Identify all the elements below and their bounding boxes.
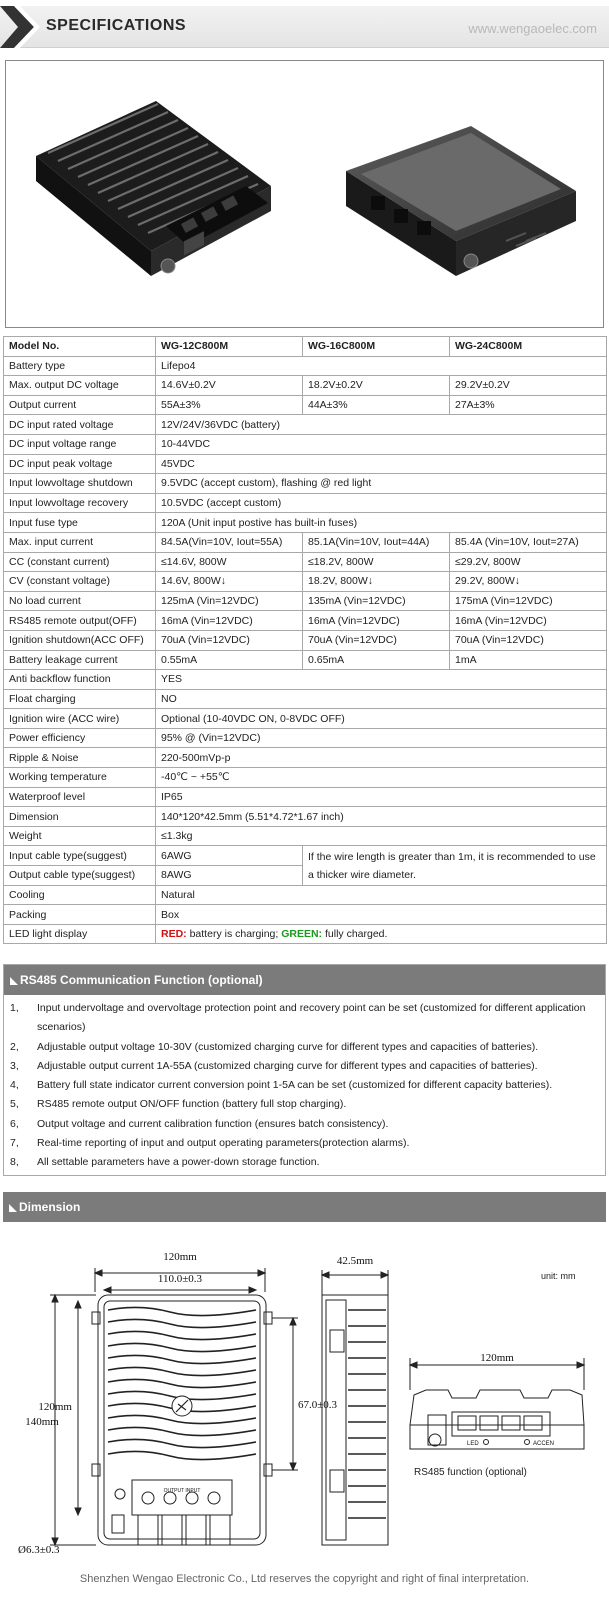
row-value: Natural bbox=[156, 885, 607, 905]
table-row bbox=[4, 415, 607, 435]
charger-finned-view bbox=[36, 101, 271, 276]
row-label: Ignition shutdown(ACC OFF) bbox=[4, 630, 156, 650]
red-label: RED: bbox=[161, 928, 187, 941]
row-value: 140*120*42.5mm (5.51*4.72*1.67 inch) bbox=[156, 807, 607, 827]
row-label: Working temperature bbox=[4, 768, 156, 788]
row-value: 27A±3% bbox=[450, 395, 607, 415]
table-row bbox=[4, 768, 607, 788]
row-label: Battery leakage current bbox=[4, 650, 156, 670]
table-header: WG-16C800M bbox=[303, 337, 450, 357]
row-value: 84.5A(Vin=10V, Iout=55A) bbox=[156, 532, 303, 552]
row-value: 10.5VDC (accept custom) bbox=[156, 493, 607, 513]
row-value: Optional (10-40VDC ON, 0-8VDC OFF) bbox=[156, 709, 607, 729]
list-item bbox=[10, 1038, 599, 1057]
row-value: 29.2V±0.2V bbox=[450, 376, 607, 396]
table-row bbox=[4, 591, 607, 611]
row-value: YES bbox=[156, 670, 607, 690]
row-label: Max. output DC voltage bbox=[4, 376, 156, 396]
table-row bbox=[4, 493, 607, 513]
product-photo bbox=[5, 60, 604, 328]
rs485-section bbox=[3, 964, 606, 1176]
row-value: -40℃ ~ +55℃ bbox=[156, 768, 607, 788]
row-label: Ripple & Noise bbox=[4, 748, 156, 768]
table-row bbox=[4, 395, 607, 415]
table-row bbox=[4, 709, 607, 729]
list-item-text: Adjustable output current 1A-55A (customized charging curve for different types and capacities of batteries). bbox=[37, 1059, 538, 1072]
table-header: WG-12C800M bbox=[156, 337, 303, 357]
width-total-label: 120mm bbox=[163, 1251, 197, 1263]
copyright-footer: Shenzhen Wengao Electronic Co., Ltd reserves the copyright and right of final interpretation. bbox=[79, 1573, 530, 1585]
width-inner-label: 110.0±0.3 bbox=[157, 1273, 203, 1285]
table-row bbox=[4, 670, 607, 690]
feature-list bbox=[4, 995, 605, 1175]
row-value: 85.4A (Vin=10V, Iout=27A) bbox=[450, 532, 607, 552]
side-width-label: 120mm bbox=[480, 1352, 514, 1364]
table-row bbox=[4, 728, 607, 748]
row-value: ≤18.2V, 800W bbox=[303, 552, 450, 572]
height-inner-label: 120mm bbox=[38, 1401, 72, 1413]
list-item-text: All settable parameters have a power-down storage function. bbox=[37, 1156, 320, 1169]
section-title: RS485 Communication Function (optional) bbox=[20, 973, 263, 987]
list-item-text: RS485 remote output ON/OFF function (battery full stop charging). bbox=[37, 1098, 347, 1111]
row-value: 8AWG bbox=[156, 866, 303, 886]
row-label: Waterproof level bbox=[4, 787, 156, 807]
row-value: Box bbox=[156, 905, 607, 925]
green-text: fully charged. bbox=[322, 928, 388, 941]
row-value bbox=[156, 924, 607, 944]
accen-label: ACCEN bbox=[533, 1441, 555, 1447]
row-label: Anti backflow function bbox=[4, 670, 156, 690]
table-header: WG-24C800M bbox=[450, 337, 607, 357]
table-row bbox=[4, 532, 607, 552]
table-row bbox=[4, 376, 607, 396]
section-header bbox=[4, 965, 605, 995]
cable-note: If the wire length is greater than 1m, it is recommended to use a thicker wire diameter. bbox=[303, 846, 607, 885]
table-header: Model No. bbox=[4, 337, 156, 357]
list-item-text: Adjustable output voltage 10-30V (customized charging curve for different types and capacities of batteries). bbox=[37, 1040, 539, 1053]
table-row bbox=[4, 689, 607, 709]
table-row bbox=[4, 748, 607, 768]
table-row bbox=[4, 454, 607, 474]
list-item bbox=[10, 999, 599, 1038]
row-value: 18.2V, 800W↓ bbox=[303, 572, 450, 592]
row-value: 18.2V±0.2V bbox=[303, 376, 450, 396]
top-view-drawing bbox=[50, 1268, 298, 1545]
row-value: 120A (Unit input postive has built-in fuses) bbox=[156, 513, 607, 533]
spec-table bbox=[3, 336, 607, 944]
row-value: 70uA (Vin=12VDC) bbox=[156, 630, 303, 650]
row-label: Ignition wire (ACC wire) bbox=[4, 709, 156, 729]
list-item-number: 3, bbox=[10, 1059, 19, 1072]
row-value: 55A±3% bbox=[156, 395, 303, 415]
row-value: 29.2V, 800W↓ bbox=[450, 572, 607, 592]
row-label: CV (constant voltage) bbox=[4, 572, 156, 592]
list-item-number: 8, bbox=[10, 1156, 19, 1169]
table-row bbox=[4, 434, 607, 454]
row-label: Packing bbox=[4, 905, 156, 925]
page-title: SPECIFICATIONS bbox=[46, 17, 187, 34]
chevron-right-icon bbox=[0, 6, 46, 48]
row-value: 16mA (Vin=12VDC) bbox=[303, 611, 450, 631]
row-value: 44A±3% bbox=[303, 395, 450, 415]
list-item-number: 4, bbox=[10, 1079, 19, 1092]
table-row bbox=[4, 356, 607, 376]
row-label: Float charging bbox=[4, 689, 156, 709]
table-row bbox=[4, 513, 607, 533]
row-value: 1mA bbox=[450, 650, 607, 670]
list-item-text: Output voltage and current calibration function (ensures batch consistency). bbox=[37, 1117, 389, 1130]
row-label: LED light display bbox=[4, 924, 156, 944]
row-label: Battery type bbox=[4, 356, 156, 376]
row-value: ≤14.6V, 800W bbox=[156, 552, 303, 572]
row-label: Power efficiency bbox=[4, 728, 156, 748]
list-item-number: 1, bbox=[10, 1002, 19, 1014]
row-value: 125mA (Vin=12VDC) bbox=[156, 591, 303, 611]
table-row bbox=[4, 630, 607, 650]
row-value: 85.1A(Vin=10V, Iout=44A) bbox=[303, 532, 450, 552]
corner-triangle-icon bbox=[9, 1204, 17, 1212]
row-label: Weight bbox=[4, 826, 156, 846]
list-item bbox=[10, 1153, 599, 1172]
table-row bbox=[4, 650, 607, 670]
table-row bbox=[4, 924, 607, 944]
list-item bbox=[10, 1057, 599, 1076]
row-value: NO bbox=[156, 689, 607, 709]
red-text: battery is charging; bbox=[186, 928, 282, 941]
row-value: 14.6V±0.2V bbox=[156, 376, 303, 396]
list-item-number: 6, bbox=[10, 1117, 19, 1130]
row-label: Output cable type(suggest) bbox=[4, 866, 156, 886]
table-row bbox=[4, 787, 607, 807]
list-item-number: 2, bbox=[10, 1040, 19, 1053]
dimension-section-header bbox=[3, 1192, 606, 1222]
row-label: Input lowvoltage shutdown bbox=[4, 474, 156, 494]
rs485-caption: RS485 function (optional) bbox=[414, 1467, 527, 1478]
row-label: Cooling bbox=[4, 885, 156, 905]
table-row bbox=[4, 846, 607, 866]
row-value: 135mA (Vin=12VDC) bbox=[303, 591, 450, 611]
table-row bbox=[4, 611, 607, 631]
list-item-text: Real-time reporting of input and output operating parameters(protection alarms). bbox=[37, 1137, 410, 1150]
row-value: 175mA (Vin=12VDC) bbox=[450, 591, 607, 611]
table-row bbox=[4, 572, 607, 592]
mount-spacing-label: 67.0±0.3 bbox=[298, 1399, 338, 1411]
charger-lid-view bbox=[346, 126, 576, 276]
page-header bbox=[0, 0, 609, 50]
row-value: 9.5VDC (accept custom), flashing @ red light bbox=[156, 474, 607, 494]
list-item-number: 5, bbox=[10, 1098, 19, 1111]
led-label: LED bbox=[467, 1441, 479, 1447]
row-label: Input lowvoltage recovery bbox=[4, 493, 156, 513]
green-label: GREEN: bbox=[281, 928, 323, 941]
row-label: Input fuse type bbox=[4, 513, 156, 533]
list-item-text: Battery full state indicator current conversion point 1-5A can be set (customized for different capacity batteries). bbox=[37, 1079, 553, 1092]
row-value: Lifepo4 bbox=[156, 356, 607, 376]
row-label: DC input rated voltage bbox=[4, 415, 156, 435]
row-value: 16mA (Vin=12VDC) bbox=[156, 611, 303, 631]
table-row bbox=[4, 552, 607, 572]
front-view-drawing bbox=[410, 1358, 584, 1449]
row-label: Max. input current bbox=[4, 532, 156, 552]
row-value: 70uA (Vin=12VDC) bbox=[450, 630, 607, 650]
row-value: IP65 bbox=[156, 787, 607, 807]
height-total-label: 140mm bbox=[25, 1416, 59, 1428]
row-value: 10-44VDC bbox=[156, 434, 607, 454]
row-value: 0.55mA bbox=[156, 650, 303, 670]
section-title: Dimension bbox=[19, 1200, 81, 1214]
row-value: 220-500mVp-p bbox=[156, 748, 607, 768]
row-label: RS485 remote output(OFF) bbox=[4, 611, 156, 631]
row-value: ≤29.2V, 800W bbox=[450, 552, 607, 572]
row-value: ≤1.3kg bbox=[156, 826, 607, 846]
list-item bbox=[10, 1115, 599, 1134]
depth-label: 42.5mm bbox=[336, 1255, 374, 1267]
list-item-text: Input undervoltage and overvoltage protection point and recovery point can be set (customized for different application scenarios) bbox=[37, 1002, 586, 1034]
row-value: 6AWG bbox=[156, 846, 303, 866]
corner-triangle-icon bbox=[10, 977, 18, 985]
list-item bbox=[10, 1095, 599, 1114]
row-value: 16mA (Vin=12VDC) bbox=[450, 611, 607, 631]
row-value: 45VDC bbox=[156, 454, 607, 474]
row-label: Dimension bbox=[4, 807, 156, 827]
row-label: Output current bbox=[4, 395, 156, 415]
table-row bbox=[4, 807, 607, 827]
row-value: 0.65mA bbox=[303, 650, 450, 670]
website-url[interactable]: www.wengaoelec.com bbox=[468, 21, 597, 36]
output-input-label: OUTPUT INPUT bbox=[163, 1488, 201, 1494]
row-value: 70uA (Vin=12VDC) bbox=[303, 630, 450, 650]
table-row bbox=[4, 905, 607, 925]
table-header-row bbox=[4, 337, 607, 357]
table-row bbox=[4, 885, 607, 905]
list-item bbox=[10, 1134, 599, 1153]
hole-diameter-label: Ø6.3±0.3 bbox=[18, 1544, 60, 1556]
list-item bbox=[10, 1076, 599, 1095]
row-label: DC input voltage range bbox=[4, 434, 156, 454]
row-value: 12V/24V/36VDC (battery) bbox=[156, 415, 607, 435]
row-label: Input cable type(suggest) bbox=[4, 846, 156, 866]
list-item-number: 7, bbox=[10, 1137, 19, 1150]
table-row bbox=[4, 826, 607, 846]
row-label: No load current bbox=[4, 591, 156, 611]
table-row bbox=[4, 474, 607, 494]
row-value: 14.6V, 800W↓ bbox=[156, 572, 303, 592]
row-label: CC (constant current) bbox=[4, 552, 156, 572]
unit-label: unit: mm bbox=[541, 1271, 576, 1281]
row-value: 95% @ (Vin=12VDC) bbox=[156, 728, 607, 748]
row-label: DC input peak voltage bbox=[4, 454, 156, 474]
dimension-drawing bbox=[0, 1230, 609, 1560]
